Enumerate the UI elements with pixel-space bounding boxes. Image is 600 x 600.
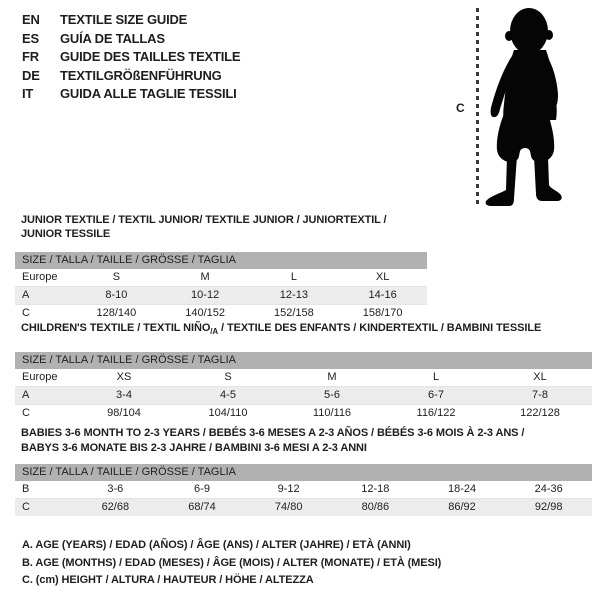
size-cell: S — [224, 371, 232, 384]
age-cell: 12-18 — [361, 483, 390, 495]
children-section-title — [15, 321, 592, 339]
row-label: Europe — [22, 271, 58, 283]
row-label: A — [22, 289, 30, 301]
size-cell: XL — [375, 271, 390, 283]
age-cell: 9-12 — [277, 483, 300, 495]
age-cell: 4-5 — [220, 389, 236, 402]
age-cell: 6-7 — [428, 389, 444, 402]
age-cell: 3-4 — [116, 389, 132, 402]
table-row-europe — [15, 369, 592, 386]
children-title-subscript: /A — [210, 327, 219, 337]
table-row-age — [15, 286, 427, 304]
height-cell: 104/110 — [208, 407, 248, 420]
note-age-months: B. AGE (MONTHS) / EDAD (MESES) / ÂGE (MOIS) / ALTER (MONATE) / ETÀ (MESI) — [22, 556, 442, 569]
height-cell: 122/128 — [520, 407, 560, 420]
age-cell: 8-10 — [105, 289, 128, 301]
language-code: EN — [22, 12, 40, 27]
table-row-europe — [15, 269, 427, 286]
height-cell: 62/68 — [101, 501, 130, 513]
table-row-height — [15, 304, 427, 322]
age-cell: 12-13 — [279, 289, 308, 301]
height-cell: 116/122 — [416, 407, 456, 420]
language-label: GUÍA DE TALLAS — [60, 30, 165, 46]
row-label: Europe — [22, 371, 58, 384]
table-row-age — [15, 386, 592, 404]
height-cell: 80/86 — [361, 501, 390, 513]
size-cell: L — [432, 371, 440, 384]
age-cell: 14-16 — [368, 289, 397, 301]
size-header-band: SIZE / TALLA / TAILLE / GRÖSSE / TAGLIA — [15, 464, 592, 481]
babies-section-title — [15, 426, 592, 456]
baby-silhouette-icon — [480, 6, 580, 208]
size-cell: L — [290, 271, 297, 283]
language-row-en — [22, 11, 240, 30]
language-header — [22, 11, 240, 104]
section-childrens-textile — [15, 321, 592, 422]
height-cell: 86/92 — [448, 501, 476, 513]
size-header-band: SIZE / TALLA / TAILLE / GRÖSSE / TAGLIA — [15, 352, 592, 369]
height-cell: 74/80 — [274, 501, 303, 513]
children-title-prefix: CHILDREN'S TEXTILE / TEXTIL NIÑO — [21, 322, 211, 334]
babies-title-line1: BABIES 3-6 MONTH TO 2-3 YEARS / BEBÉS 3-6 MESES A 2-3 AÑOS / BÉBÉS 3-6 MOIS À 2-3 ANS / — [21, 427, 525, 439]
age-cell: 24-36 — [534, 483, 563, 495]
language-label: TEXTILE SIZE GUIDE — [60, 12, 188, 27]
legend-notes — [22, 537, 441, 590]
age-cell: 6-9 — [194, 483, 210, 495]
row-label: C — [22, 501, 30, 513]
language-code: FR — [22, 49, 39, 64]
age-cell: 3-6 — [107, 483, 124, 495]
language-label: GUIDE DES TAILLES TEXTILE — [60, 49, 241, 64]
language-code: ES — [22, 30, 39, 46]
baby-figure-area — [449, 4, 599, 214]
language-label: TEXTILGRÖßENFÜHRUNG — [60, 67, 222, 83]
language-row-it — [22, 85, 240, 104]
row-label: C — [22, 407, 30, 420]
height-cell: 98/104 — [107, 407, 141, 420]
height-cell: 140/152 — [185, 307, 225, 319]
junior-section-title: JUNIOR TEXTILE / TEXTIL JUNIOR/ TEXTILE JUNIOR / JUNIORTEXTIL / JUNIOR TESSILE — [21, 214, 387, 240]
height-cell: 152/158 — [273, 307, 314, 319]
table-row-height — [15, 404, 592, 422]
height-cell: 92/98 — [534, 501, 563, 513]
height-dashed-line — [476, 8, 479, 208]
row-label: B — [22, 483, 30, 495]
section-babies-textile — [15, 426, 592, 516]
table-row-age-months — [15, 481, 592, 498]
junior-size-table — [15, 252, 427, 322]
children-title-suffix: / TEXTILE DES ENFANTS / KINDERTEXTIL / BAMBINI TESSILE — [218, 322, 542, 334]
height-measure-label: C — [456, 101, 465, 115]
age-cell: 5-6 — [324, 389, 340, 402]
language-code: DE — [22, 67, 40, 83]
height-cell: 128/140 — [96, 307, 137, 319]
height-cell: 158/170 — [362, 307, 403, 319]
table-row-height — [15, 498, 592, 516]
size-cell: M — [200, 271, 210, 283]
note-height-cm: C. (cm) HEIGHT / ALTURA / HAUTEUR / HÖHE / ALTEZZA — [22, 574, 314, 586]
age-cell: 10-12 — [191, 289, 220, 301]
age-cell: 18-24 — [447, 483, 477, 495]
babies-size-table — [15, 464, 592, 516]
language-row-fr — [22, 48, 240, 67]
size-cell: XS — [116, 371, 132, 384]
height-cell: 68/74 — [188, 501, 216, 513]
babies-title-line2: BABYS 3-6 MONATE BIS 2-3 JAHRE / BAMBINI 3-6 MESI A 2-3 ANNI — [21, 442, 367, 454]
height-cell: 110/116 — [312, 407, 352, 420]
size-cell: M — [327, 371, 337, 384]
size-cell: S — [112, 271, 121, 283]
language-row-de — [22, 67, 240, 86]
size-header-band: SIZE / TALLA / TAILLE / GRÖSSE / TAGLIA — [15, 252, 427, 269]
language-code: IT — [22, 86, 34, 101]
size-cell: XL — [533, 371, 547, 384]
section-junior-textile — [15, 213, 427, 322]
row-label: A — [22, 389, 30, 402]
note-age-years: A. AGE (YEARS) / EDAD (AÑOS) / ÂGE (ANS) / ALTER (JAHRE) / ETÀ (ANNI) — [22, 539, 411, 551]
row-label: C — [22, 307, 30, 319]
language-label: GUIDA ALLE TAGLIE TESSILI — [60, 86, 237, 101]
age-cell: 7-8 — [532, 389, 548, 402]
language-row-es — [22, 30, 240, 49]
children-size-table — [15, 352, 592, 422]
